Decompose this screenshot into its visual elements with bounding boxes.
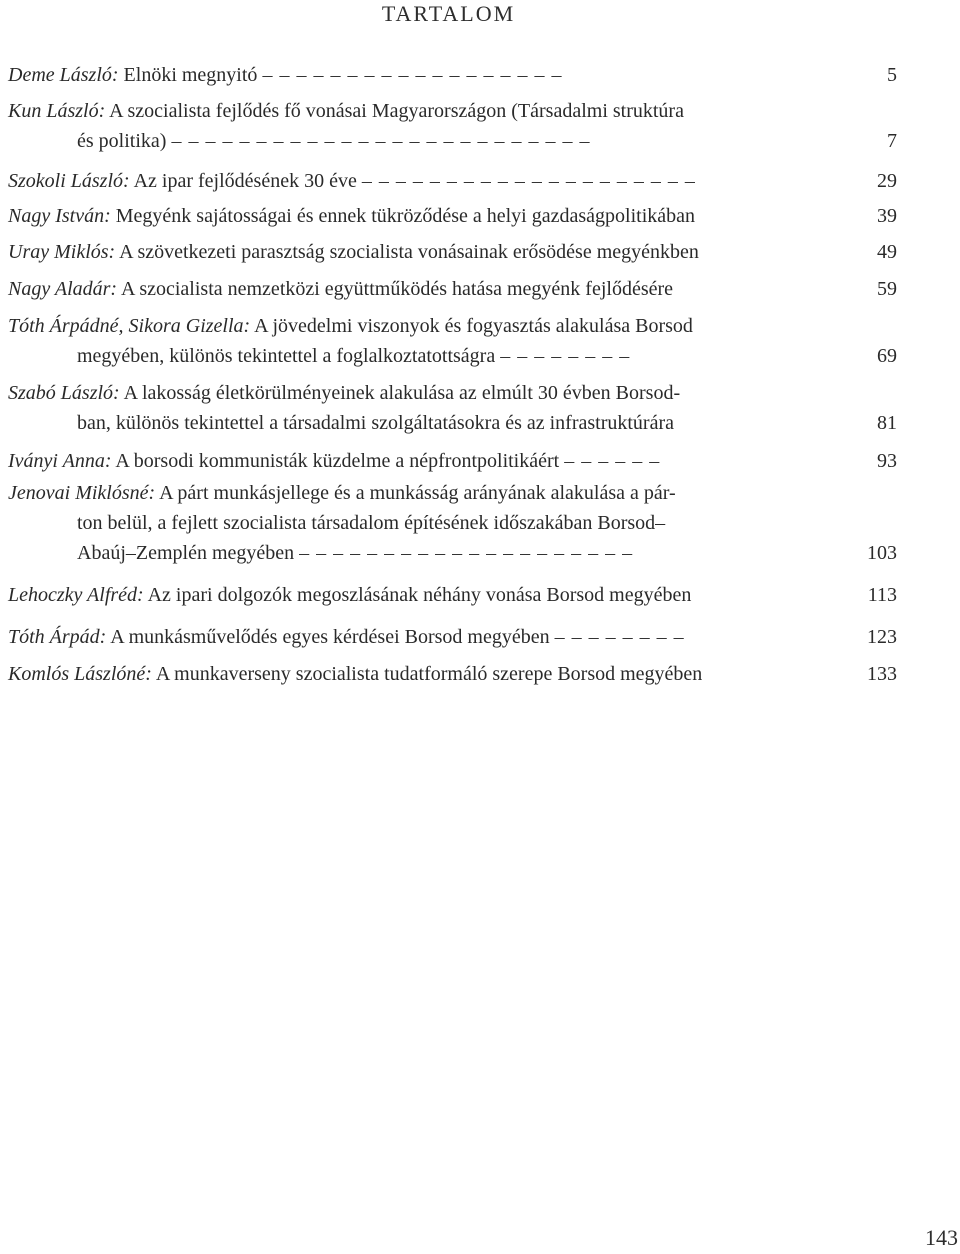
toc-entry [8, 166, 897, 196]
toc-entry [8, 478, 897, 568]
dot-leader: – – – – – – – – – – – – – – – – – – [262, 64, 563, 86]
toc-entry [8, 60, 897, 90]
entry-author: Deme László: [8, 64, 119, 86]
entry-page: 123 [867, 626, 897, 648]
entry-title-continued: ban, különös tekintettel a társadalmi szolgáltatásokra és az infrastruktúrára [77, 412, 675, 434]
page-number: 143 [925, 1225, 958, 1250]
entry-title: A borsodi kommunisták küzdelme a népfrontpolitikáért [115, 450, 560, 472]
entry-title: A szocialista nemzetközi együttműködés hatása megyénk fejlődésére [120, 278, 674, 300]
entry-title: A párt munkásjellege és a munkásság arányának alakulása a pár- [159, 482, 676, 504]
dot-leader: – – – – – – [564, 450, 661, 472]
entry-title: Megyénk sajátosságai és ennek tükröződése a helyi gazdaságpolitikában [115, 205, 696, 227]
entry-author: Kun László: [8, 100, 106, 122]
toc-entry [8, 446, 897, 476]
entry-author: Tóth Árpád: [8, 626, 107, 648]
entry-page: 7 [887, 130, 897, 152]
entry-title: Elnöki megnyitó [123, 64, 258, 86]
entry-author: Nagy Aladár: [8, 278, 118, 300]
entry-author: Lehoczky Alfréd: [8, 584, 144, 606]
entry-page: 113 [867, 584, 897, 606]
toc-entry [8, 659, 897, 689]
entry-page: 59 [877, 278, 897, 300]
dot-leader: – – – – – – – – – – – – – – – – – – – – – – – – – [171, 130, 591, 152]
toc-entry [8, 580, 897, 610]
entry-title: A szocialista fejlődés fő vonásai Magyarországon (Társadalmi struktúra [109, 100, 684, 122]
entry-author: Jenovai Miklósné: [8, 482, 156, 504]
toc-entry [8, 96, 897, 156]
entry-title: A munkásművelődés egyes kérdései Borsod megyében [110, 626, 550, 648]
entry-page: 49 [877, 241, 897, 263]
entry-page: 81 [877, 412, 897, 434]
entry-title: A jövedelmi viszonyok és fogyasztás alakulása Borsod [254, 315, 693, 337]
entry-author: Komlós Lászlóné: [8, 663, 152, 685]
toc-entry [8, 311, 897, 371]
entry-title-continued: és politika) [77, 130, 167, 152]
entry-title: A lakosság életkörülményeinek alakulása az elmúlt 30 évben Borsod- [123, 382, 681, 404]
entry-author: Uray Miklós: [8, 241, 116, 263]
entry-title-continued: megyében, különös tekintettel a foglalkoztatottságra [77, 345, 496, 367]
entry-title: A szövetkezeti parasztság szocialista vonásainak erősödése megyénkben [119, 241, 699, 263]
toc-entry [8, 237, 897, 267]
dot-leader: – – – – – – – – – – – – – – – – – – – – [299, 542, 634, 564]
entry-page: 5 [887, 64, 897, 86]
dot-leader: – – – – – – – – [500, 345, 631, 367]
toc-entry [8, 201, 897, 231]
entry-author: Iványi Anna: [8, 450, 112, 472]
toc-entry [8, 622, 897, 652]
dot-leader: – – – – – – – – – – – – – – – – – – – – [361, 170, 696, 192]
entry-title-continued: ton belül, a fejlett szocialista társadalom építésének időszakában Borsod– [77, 512, 666, 534]
entry-page: 69 [877, 345, 897, 367]
entry-page: 29 [877, 170, 897, 192]
entry-author: Nagy István: [8, 205, 111, 227]
entry-title-continued: Abaúj–Zemplén megyében [77, 542, 295, 564]
toc-entry [8, 274, 897, 304]
page-heading: TARTALOM [381, 1, 516, 26]
entry-author: Szokoli László: [8, 170, 130, 192]
entry-title: Az ipari dolgozók megoszlásának néhány vonása Borsod megyében [147, 584, 692, 606]
entry-title: Az ipar fejlődésének 30 éve [133, 170, 357, 192]
toc-entry [8, 378, 897, 438]
entry-author: Szabó László: [8, 382, 120, 404]
entry-page: 133 [867, 663, 897, 685]
entry-page: 103 [867, 542, 897, 564]
dot-leader: – – – – – – – – [554, 626, 685, 648]
entry-page: 93 [877, 450, 897, 472]
entry-author: Tóth Árpádné, Sikora Gizella: [8, 315, 251, 337]
entry-page: 39 [877, 205, 897, 227]
entry-title: A munkaverseny szocialista tudatformáló szerepe Borsod megyében [155, 663, 703, 685]
